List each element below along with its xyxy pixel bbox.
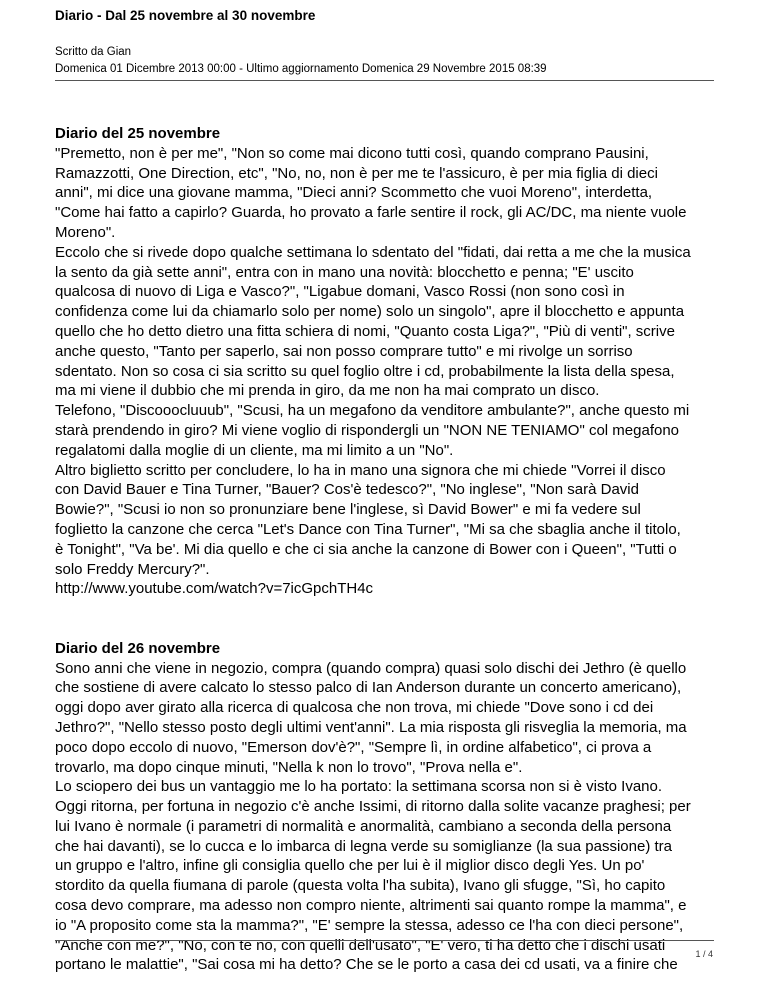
text-line: un gruppo e l'altro, infine gli consiglia quello che per lui è il miglior disco degli Yes. Un po' bbox=[55, 857, 645, 875]
article-body bbox=[55, 124, 717, 975]
text-line: "Premetto, non è per me", "Non so come mai dicono tutti così, quando comprano Pausini, bbox=[55, 144, 649, 162]
text-line: "Anche con me?", "No, con te no, con quelli dell'usato", "E' vero, ti ha detto che i dischi usati bbox=[55, 936, 666, 954]
text-line: Jethro?", "Nello stesso posto degli ultimi vent'anni". La mia risposta gli risveglia la memoria, ma bbox=[55, 718, 687, 736]
text-line: foglietto la canzone che cerca "Let's Dance con Tina Turner", "Mi sa che sbaglia anche il titolo, bbox=[55, 520, 681, 538]
text-line: Telefono, "Discooocluuub", "Scusi, ha un megafono da venditore ambulante?", anche questo mi bbox=[55, 402, 690, 420]
section-body bbox=[55, 659, 717, 976]
document-meta bbox=[55, 44, 714, 78]
text-line: "Come hai fatto a capirlo? Guarda, ho provato a farle sentire il rock, gli AC/DC, ma niente vuole bbox=[55, 204, 687, 222]
text-line: anni", mi dice una giovane mamma, "Dieci anni? Scommetto che vuoi Moreno", interdetta, bbox=[55, 184, 653, 202]
text-line: Moreno". bbox=[55, 223, 116, 241]
text-line: confidenza come lui da chiamarlo solo per nome) solo un singolo", apre il blocchetto e appunta bbox=[55, 303, 685, 321]
text-line: io "A proposito come sta la mamma?", "E' sempre la stessa, adesso ce l'ha con dieci persone", bbox=[55, 916, 684, 934]
text-line: la sento da già sette anni", entra con in mano una novità: blocchetto e penna; "E' uscito bbox=[55, 263, 634, 281]
date-line: Domenica 01 Dicembre 2013 00:00 - Ultimo aggiornamento Domenica 29 Novembre 2015 08:39 bbox=[55, 63, 547, 75]
text-line: cosa devo comprare, ma adesso non compro niente, altrimenti sai quanto rompe la mamma", e bbox=[55, 897, 687, 915]
text-line: con David Bauer e Tina Turner, "Bauer? Cos'è tedesco?", "No inglese", "Non sarà David bbox=[55, 481, 639, 499]
section-title: Diario del 26 novembre bbox=[55, 639, 221, 657]
section-body bbox=[55, 144, 717, 599]
text-line: http://www.youtube.com/watch?v=7icGpchTH4c bbox=[55, 580, 374, 598]
text-line: Oggi ritorna, per fortuna in negozio c'è anche Issimi, di ritorno dalla solite vacanze praghesi; per bbox=[55, 798, 691, 816]
text-line: qualcosa di nuovo di Liga e Vasco?", "Ligabue domani, Vasco Rossi (non sono così in bbox=[55, 283, 625, 301]
text-line: sdentato. Non so cosa ci sia scritto su quel foglio oltre i cd, probabilmente la lista della spesa, bbox=[55, 362, 675, 380]
text-line: portano le malattie", "Sai cosa mi ha detto? Che se le porto a casa dei cd usati, va a finire che bbox=[55, 956, 678, 974]
text-line: Sono anni che viene in negozio, compra (quando compra) quasi solo dischi dei Jethro (è quello bbox=[55, 659, 687, 677]
text-line: che hai davanti), se lo cucca e lo imbarca di legna verde su somiglianze (la sua passione) tra bbox=[55, 837, 672, 855]
text-line: ma mi viene il dubbio che mi prenda in giro, da me non ha mai comprato un disco. bbox=[55, 382, 600, 400]
text-line: Altro biglietto scritto per concludere, lo ha in mano una signora che mi chiede "Vorrei il disco bbox=[55, 461, 666, 479]
text-line: regalatomi dalla moglie di un cliente, ma mi limito a un "No". bbox=[55, 441, 454, 459]
text-line: poco dopo eccolo di nuovo, "Emerson dov'è?", "Sempre lì, in ordine alfabetico", ci prova a bbox=[55, 738, 652, 756]
text-line: Eccolo che si rivede dopo qualche settimana lo sdentato del "fidati, dai retta a me che la musica bbox=[55, 243, 691, 261]
text-line: che sostiene di avere calcato lo stesso palco di Ian Anderson durante un concerto americano), bbox=[55, 679, 682, 697]
section-spacer bbox=[55, 599, 717, 639]
text-line: Ramazzotti, One Direction, etc", "No, no, non è per me te l'assicuro, è per mia figlia di dieci bbox=[55, 164, 658, 182]
text-line: quello che ho detto dietro una fitta schiera di nomi, "Quanto costa Liga?", "Più di venti", scrive bbox=[55, 322, 675, 340]
page-number: 1 / 4 bbox=[695, 949, 713, 959]
header-divider bbox=[55, 80, 714, 81]
text-line: oggi dopo aver girato alla ricerca di qualcosa che non trova, mi chiede "Dove sono i cd dei bbox=[55, 699, 654, 717]
section-title: Diario del 25 novembre bbox=[55, 125, 221, 142]
text-line: solo Freddy Mercury?". bbox=[55, 560, 210, 578]
document-title: Diario - Dal 25 novembre al 30 novembre bbox=[55, 8, 316, 23]
text-line: Bowie?", "Scusi io non so pronunziare bene l'inglese, sì David Bower" e mi fa vedere sul bbox=[55, 501, 641, 519]
document-header bbox=[55, 6, 714, 78]
text-line: Lo sciopero dei bus un vantaggio me lo ha portato: la settimana scorsa non si è visto Ivano. bbox=[55, 778, 663, 796]
text-line: trovarlo, ma dopo cinque minuti, "Nella k non lo trovo", "Prova nella e". bbox=[55, 758, 523, 776]
footer-divider bbox=[55, 940, 714, 941]
text-line: starà prendendo in giro? Mi viene voglio di rispondergli un "NON NE TENIAMO" col megafono bbox=[55, 421, 680, 439]
text-line: anche questo, "Tanto per saperlo, sai non posso comprare tutto" e mi rivolge un sorriso bbox=[55, 342, 633, 360]
author-line: Scritto da Gian bbox=[55, 46, 132, 58]
text-line: stordito da quella fiumana di parole (questa volta l'ha subita), Ivano gli sfugge, "Sì, ho capito bbox=[55, 877, 666, 895]
text-line: è Tonight", "Va be'. Mi dia quello e che ci sia anche la canzone di Bower con i Queen", "Tutti o bbox=[55, 540, 677, 558]
text-line: lui Ivano è normale (i parametri di normalità e anormalità, cambiano a seconda della persona bbox=[55, 817, 672, 835]
